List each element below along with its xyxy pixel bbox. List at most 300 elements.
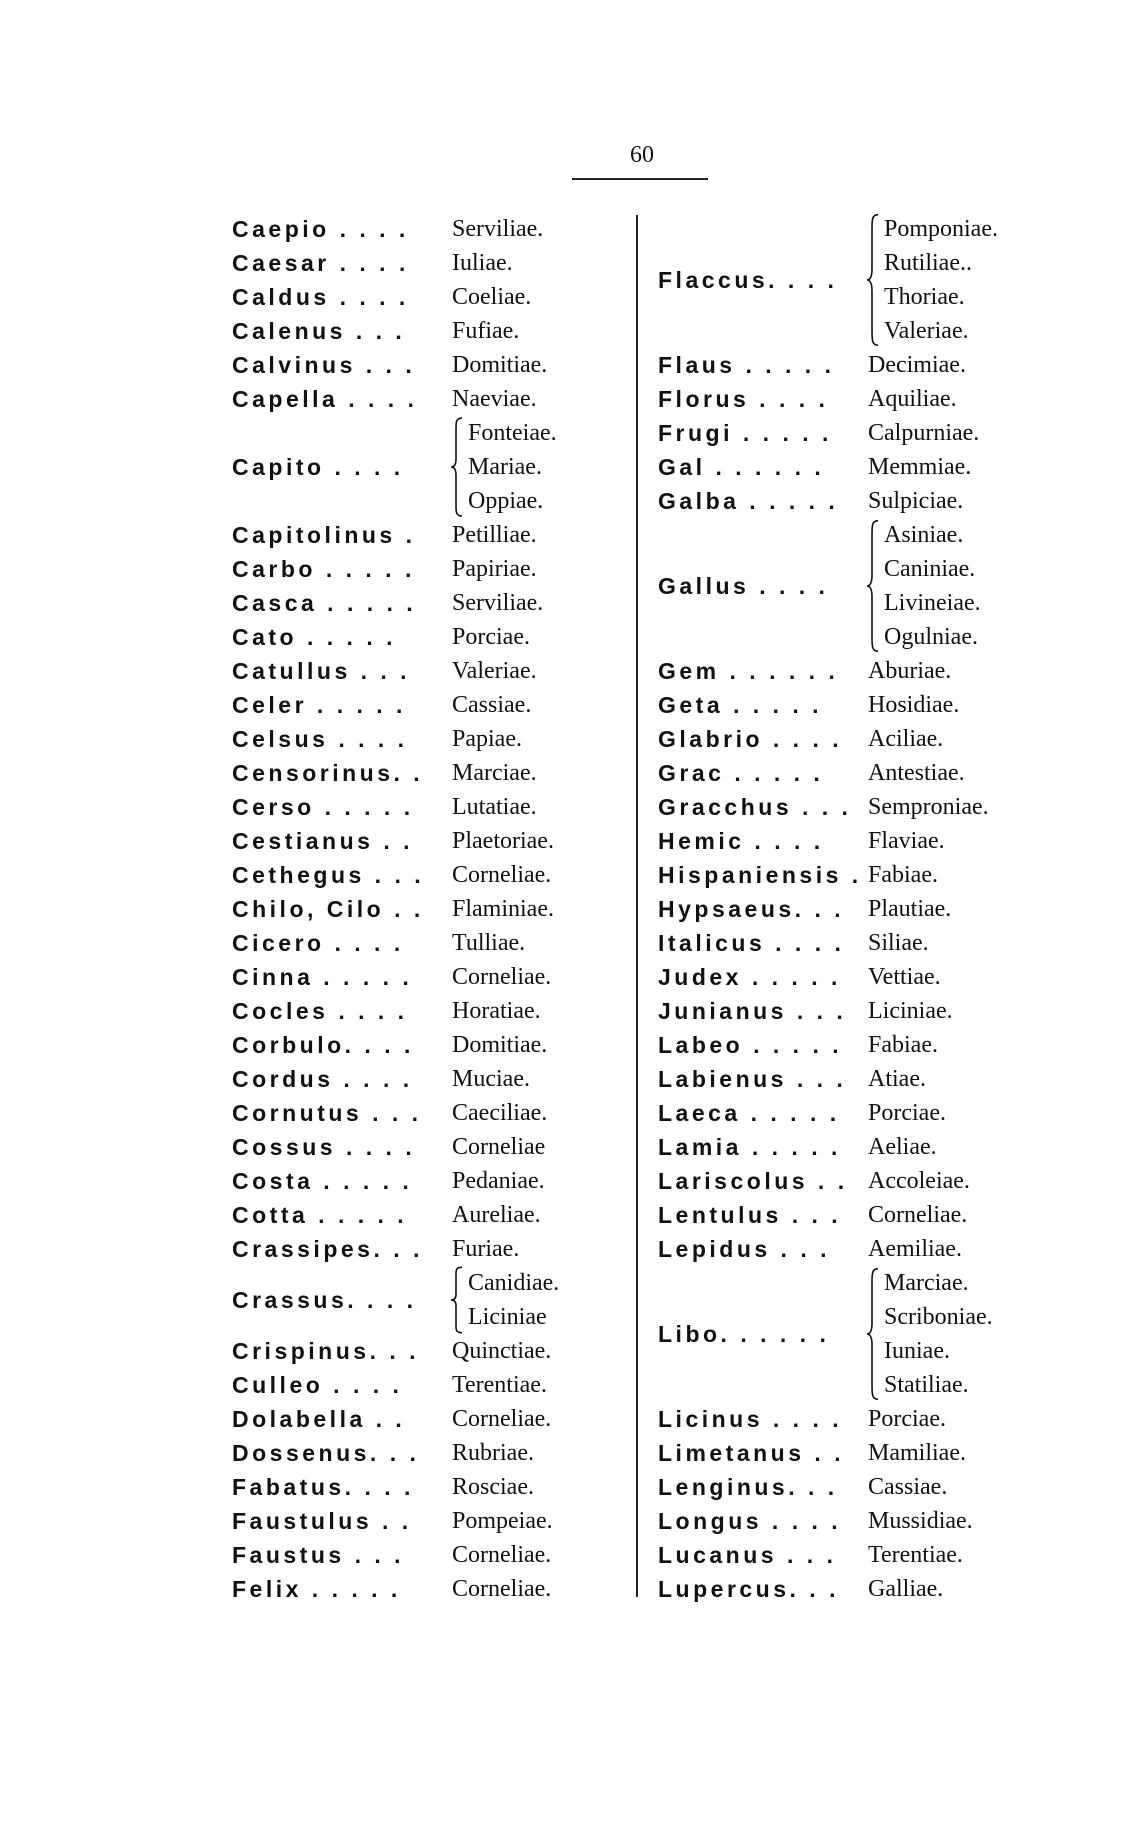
- index-entry: [232, 756, 559, 790]
- index-entry: [232, 1096, 559, 1130]
- cognomen: Cestianus . .: [232, 827, 413, 854]
- gens-name: Antestiae.: [868, 760, 965, 786]
- index-entry: [658, 756, 998, 790]
- cognomen: Italicus . . . .: [658, 929, 845, 956]
- cognomen: Galba . . . . .: [658, 487, 839, 514]
- cognomen: Celer . . . . .: [232, 691, 406, 718]
- gens-list: [868, 1232, 962, 1266]
- gens-name: Quinctiae.: [452, 1338, 552, 1364]
- gens-list: [452, 1130, 545, 1164]
- index-entry: [658, 1402, 998, 1436]
- gens-name: Papiae.: [452, 726, 522, 752]
- gens-name: Rutiliae..: [884, 250, 972, 276]
- index-entry: [658, 416, 998, 450]
- gens-name: Porciae.: [868, 1406, 946, 1432]
- gens-name: Corneliae.: [868, 1202, 968, 1228]
- gens-name: Serviliae.: [452, 590, 544, 616]
- gens-list: [868, 1130, 937, 1164]
- cognomen: Capitolinus .: [232, 521, 416, 548]
- gens-name: Marciae.: [884, 1270, 969, 1296]
- gens-name: Iuliae.: [452, 250, 513, 276]
- brace-mark: [866, 1266, 880, 1402]
- gens-list: [868, 382, 957, 416]
- gens-name: Livineiae.: [884, 590, 981, 616]
- gens-name: Terentiae.: [868, 1542, 963, 1568]
- gens-name: Lutatiae.: [452, 794, 537, 820]
- gens-name: Rubriae.: [452, 1440, 534, 1466]
- cognomen: Lenginus. . .: [658, 1473, 838, 1500]
- gens-name: Scriboniae.: [884, 1304, 993, 1330]
- index-entry: [658, 1232, 998, 1266]
- gens-name: Memmiae.: [868, 454, 972, 480]
- cognomen: Crassipes. . .: [232, 1235, 423, 1262]
- index-entry: [232, 1232, 559, 1266]
- gens-list: [868, 1538, 963, 1572]
- gens-list: [868, 348, 966, 382]
- gens-list: [868, 1028, 938, 1062]
- gens-list: [868, 1470, 947, 1504]
- index-entry: [232, 552, 559, 586]
- gens-name: Valeriae.: [884, 318, 969, 344]
- index-entry: [658, 960, 998, 994]
- gens-list: [452, 1164, 545, 1198]
- gens-name: Aciliae.: [868, 726, 944, 752]
- index-entry: [232, 1504, 559, 1538]
- index-entry: [232, 1368, 559, 1402]
- cognomen: Casca . . . . .: [232, 589, 417, 616]
- column-divider: [636, 215, 638, 1597]
- gens-list: [452, 586, 543, 620]
- cognomen: Libo. . . . . .: [658, 1320, 830, 1347]
- cognomen: Faustulus . .: [232, 1507, 412, 1534]
- index-entry: [658, 1198, 998, 1232]
- gens-name: Papiriae.: [452, 556, 537, 582]
- index-entry: [232, 994, 559, 1028]
- gens-name: Hosidiae.: [868, 692, 960, 718]
- index-entry: [232, 314, 559, 348]
- brace: [866, 1266, 880, 1402]
- gens-list: [868, 892, 951, 926]
- gens-name: Aburiae.: [868, 658, 952, 684]
- gens-name: Corneliae.: [452, 1576, 552, 1602]
- cognomen: Hemic . . . .: [658, 827, 824, 854]
- gens-list: [452, 518, 537, 552]
- gens-name: Caniniae.: [884, 556, 976, 582]
- cognomen: Cerso . . . . .: [232, 793, 414, 820]
- index-entry: [232, 1334, 559, 1368]
- index-entry: [658, 790, 998, 824]
- cognomen: Lariscolus . .: [658, 1167, 848, 1194]
- cognomen: Laeca . . . . .: [658, 1099, 840, 1126]
- gens-name: Serviliae.: [452, 216, 544, 242]
- cognomen: Cethegus . . .: [232, 861, 425, 888]
- gens-name: Marciae.: [452, 760, 537, 786]
- brace-mark: [866, 518, 880, 654]
- gens-list: [452, 790, 537, 824]
- cognomen: Gallus . . . .: [658, 572, 829, 599]
- index-entry: [232, 1062, 559, 1096]
- gens-list: [452, 1096, 547, 1130]
- gens-name: Tulliae.: [452, 930, 526, 956]
- cognomen: Calvinus . . .: [232, 351, 416, 378]
- gens-name: Mariae.: [468, 454, 542, 480]
- index-entry: [658, 1164, 998, 1198]
- index-entry: [232, 586, 559, 620]
- header-rule: [572, 178, 708, 180]
- index-entry: [232, 246, 559, 280]
- gens-name: Aureliae.: [452, 1202, 541, 1228]
- gens-list: [452, 1470, 534, 1504]
- index-entry: [232, 620, 559, 654]
- gens-list: [452, 348, 547, 382]
- cognomen: Cocles . . . .: [232, 997, 408, 1024]
- cognomen: Grac . . . . .: [658, 759, 824, 786]
- gens-list: [868, 994, 953, 1028]
- gens-name: Vettiae.: [868, 964, 941, 990]
- gens-list: [452, 1402, 551, 1436]
- gens-name: Liciniae.: [868, 998, 953, 1024]
- index-entry: [658, 688, 998, 722]
- gens-name: Plautiae.: [868, 896, 952, 922]
- gens-name: Plaetoriae.: [452, 828, 554, 854]
- gens-name: Liciniae: [468, 1304, 547, 1330]
- cognomen: Caesar . . . .: [232, 249, 409, 276]
- gens-list: [868, 1436, 966, 1470]
- index-entry: [232, 212, 559, 246]
- gens-list: [868, 1402, 946, 1436]
- cognomen: Cato . . . . .: [232, 623, 397, 650]
- cognomen: Capella . . . .: [232, 385, 418, 412]
- gens-name: Mussidiae.: [868, 1508, 973, 1534]
- cognomen: Calenus . . .: [232, 317, 406, 344]
- cognomen: Hispaniensis .: [658, 861, 862, 888]
- index-entry: [658, 824, 998, 858]
- index-entry: [232, 960, 559, 994]
- gens-name: Cassiae.: [452, 692, 532, 718]
- brace-mark: [450, 416, 464, 518]
- index-entry: [658, 1096, 998, 1130]
- gens-list: [452, 212, 543, 246]
- brace: [450, 1266, 464, 1334]
- gens-list: [452, 688, 531, 722]
- cognomen: Celsus . . . .: [232, 725, 408, 752]
- cognomen: Cotta . . . . .: [232, 1201, 408, 1228]
- index-entry: [232, 824, 559, 858]
- cognomen: Hypsaeus. . .: [658, 895, 845, 922]
- cognomen: Chilo, Cilo . .: [232, 895, 424, 922]
- cognomen: Gem . . . . . .: [658, 657, 839, 684]
- gens-name: Porciae.: [868, 1100, 946, 1126]
- gens-list: [868, 1504, 973, 1538]
- index-entry: [232, 1164, 559, 1198]
- gens-name: Porciae.: [452, 624, 530, 650]
- gens-list: [868, 688, 959, 722]
- index-entry: [232, 1402, 559, 1436]
- cognomen: Crispinus. . .: [232, 1337, 420, 1364]
- gens-name: Aemiliae.: [868, 1236, 962, 1262]
- gens-name: Domitiae.: [452, 352, 548, 378]
- gens-list: [868, 756, 965, 790]
- gens-name: Fonteiae.: [468, 420, 557, 446]
- gens-list: [452, 552, 537, 586]
- gens-name: Mamiliae.: [868, 1440, 966, 1466]
- index-entry: [658, 654, 998, 688]
- gens-name: Oppiae.: [468, 488, 544, 514]
- gens-name: Atiae.: [868, 1066, 926, 1092]
- gens-name: Iuniae.: [884, 1338, 950, 1364]
- cognomen: Faustus . . .: [232, 1541, 405, 1568]
- gens-name: Furiae.: [452, 1236, 520, 1262]
- gens-list: [868, 790, 989, 824]
- index-entry: [658, 348, 998, 382]
- gens-list: [868, 1164, 970, 1198]
- brace: [450, 416, 464, 518]
- gens-name: Rosciae.: [452, 1474, 534, 1500]
- gens-name: Corneliae: [452, 1134, 546, 1160]
- gens-list: [452, 620, 530, 654]
- gens-name: Semproniae.: [868, 794, 989, 820]
- index-entry: [232, 688, 559, 722]
- gens-list: [868, 1572, 943, 1606]
- gens-name: Valeriae.: [452, 658, 537, 684]
- right-column: [658, 212, 998, 1606]
- gens-list: [452, 280, 531, 314]
- index-entry: [658, 722, 998, 756]
- gens-name: Flaminiae.: [452, 896, 554, 922]
- gens-list: [868, 654, 951, 688]
- cognomen: Lepidus . . .: [658, 1235, 831, 1262]
- gens-name: Pompeiae.: [452, 1508, 553, 1534]
- gens-list: [868, 1062, 926, 1096]
- gens-list: [452, 314, 519, 348]
- gens-list: [868, 960, 941, 994]
- gens-list: [452, 1198, 541, 1232]
- index-entry: [232, 416, 559, 518]
- gens-name: Flaviae.: [868, 828, 945, 854]
- index-entry: [658, 1028, 998, 1062]
- gens-list: [452, 246, 513, 280]
- cognomen: Judex . . . . .: [658, 963, 841, 990]
- gens-name: Muciae.: [452, 1066, 530, 1092]
- index-entry: [232, 382, 559, 416]
- gens-list: [868, 824, 945, 858]
- gens-name: Galliae.: [868, 1576, 944, 1602]
- gens-list: [452, 722, 522, 756]
- gens-list: [452, 1538, 551, 1572]
- brace-mark: [866, 212, 880, 348]
- cognomen: Caldus . . . .: [232, 283, 409, 310]
- cognomen: Censorinus. .: [232, 759, 424, 786]
- index-entry: [232, 1130, 559, 1164]
- gens-name: Statiliae.: [884, 1372, 969, 1398]
- cognomen: Lentulus . . .: [658, 1201, 842, 1228]
- gens-name: Aquiliae.: [868, 386, 957, 412]
- gens-name: Canidiae.: [468, 1270, 560, 1296]
- cognomen: Geta . . . . .: [658, 691, 823, 718]
- gens-name: Corneliae.: [452, 1542, 552, 1568]
- cognomen: Frugi . . . . .: [658, 419, 832, 446]
- gens-list: [868, 416, 979, 450]
- gens-list: [452, 654, 537, 688]
- index-entry: [658, 1436, 998, 1470]
- gens-name: Pedaniae.: [452, 1168, 545, 1194]
- gens-list: [452, 994, 541, 1028]
- gens-list: [884, 518, 981, 654]
- gens-list: [452, 756, 537, 790]
- cognomen: Dossenus. . .: [232, 1439, 420, 1466]
- gens-name: Corneliae.: [452, 862, 552, 888]
- brace: [866, 518, 880, 654]
- index-entry: [658, 858, 998, 892]
- gens-name: Corneliae.: [452, 1406, 552, 1432]
- index-entry: [658, 1062, 998, 1096]
- cognomen: Glabrio . . . .: [658, 725, 843, 752]
- gens-name: Pomponiae.: [884, 216, 998, 242]
- gens-list: [452, 1028, 547, 1062]
- gens-name: Naeviae.: [452, 386, 537, 412]
- index-entry: [658, 1470, 998, 1504]
- index-entry: [232, 280, 559, 314]
- brace-mark: [450, 1266, 464, 1334]
- cognomen: Cicero . . . .: [232, 929, 404, 956]
- gens-name: Fabiae.: [868, 862, 938, 888]
- cognomen: Corbulo. . . .: [232, 1031, 414, 1058]
- cognomen: Florus . . . .: [658, 385, 829, 412]
- cognomen: Cornutus . . .: [232, 1099, 422, 1126]
- gens-list: [868, 858, 938, 892]
- gens-name: Coeliae.: [452, 284, 532, 310]
- index-entry: [658, 1538, 998, 1572]
- gens-list: [868, 1198, 967, 1232]
- gens-name: Thoriae.: [884, 284, 965, 310]
- gens-list: [868, 450, 971, 484]
- cognomen: Cinna . . . . .: [232, 963, 413, 990]
- cognomen: Flaus . . . . .: [658, 351, 835, 378]
- gens-name: Asiniae.: [884, 522, 964, 548]
- gens-list: [452, 858, 551, 892]
- gens-list: [452, 892, 554, 926]
- index-entry: [658, 994, 998, 1028]
- gens-list: [452, 1436, 534, 1470]
- cognomen: Lupercus. . .: [658, 1575, 839, 1602]
- index-entry: [658, 892, 998, 926]
- gens-name: Fabiae.: [868, 1032, 938, 1058]
- gens-list: [868, 722, 943, 756]
- cognomen: Gracchus . . .: [658, 793, 852, 820]
- cognomen: Gal . . . . . .: [658, 453, 825, 480]
- cognomen: Carbo . . . . .: [232, 555, 415, 582]
- gens-name: Calpurniae.: [868, 420, 980, 446]
- index-entry: [658, 450, 998, 484]
- cognomen: Labeo . . . . .: [658, 1031, 843, 1058]
- cognomen: Dolabella . .: [232, 1405, 406, 1432]
- gens-list: [868, 926, 929, 960]
- left-column: [232, 212, 559, 1606]
- gens-list: [884, 212, 998, 348]
- index-entry: [658, 1504, 998, 1538]
- cognomen: Longus . . . .: [658, 1507, 842, 1534]
- index-entry: [658, 1130, 998, 1164]
- gens-name: Caeciliae.: [452, 1100, 548, 1126]
- cognomen: Crassus. . . .: [232, 1286, 417, 1313]
- cognomen: Labienus . . .: [658, 1065, 847, 1092]
- index-entry: [658, 1266, 998, 1402]
- cognomen: Felix . . . . .: [232, 1575, 401, 1602]
- cognomen: Flaccus. . . .: [658, 266, 838, 293]
- gens-list: [452, 382, 537, 416]
- gens-list: [452, 1232, 519, 1266]
- index-entry: [232, 1572, 559, 1606]
- index-entry: [232, 348, 559, 382]
- index-entry: [658, 382, 998, 416]
- cognomen: Catullus . . .: [232, 657, 411, 684]
- index-entry: [232, 1538, 559, 1572]
- index-entry: [232, 926, 559, 960]
- cognomen: Costa . . . . .: [232, 1167, 413, 1194]
- gens-list: [452, 824, 554, 858]
- gens-name: Horatiae.: [452, 998, 541, 1024]
- index-entry: [232, 654, 559, 688]
- gens-name: Corneliae.: [452, 964, 552, 990]
- cognomen: Fabatus. . . .: [232, 1473, 414, 1500]
- cognomen: Capito . . . .: [232, 453, 404, 480]
- cognomen: Lamia . . . . .: [658, 1133, 841, 1160]
- gens-list: [452, 1062, 530, 1096]
- gens-name: Ogulniae.: [884, 624, 978, 650]
- gens-list: [868, 1096, 946, 1130]
- index-entry: [232, 722, 559, 756]
- gens-list: [452, 1572, 551, 1606]
- index-entry: [232, 858, 559, 892]
- cognomen: Junianus . . .: [658, 997, 847, 1024]
- gens-list: [452, 1334, 551, 1368]
- brace: [866, 212, 880, 348]
- cognomen: Cossus . . . .: [232, 1133, 416, 1160]
- cognomen: Licinus . . . .: [658, 1405, 843, 1432]
- index-entry: [232, 1198, 559, 1232]
- gens-list: [452, 926, 525, 960]
- page-number: 60: [630, 142, 654, 168]
- index-entry: [658, 926, 998, 960]
- index-entry: [232, 1436, 559, 1470]
- index-entry: [658, 1572, 998, 1606]
- index-entry: [232, 518, 559, 552]
- gens-list: [884, 1266, 993, 1402]
- gens-list: [452, 960, 551, 994]
- gens-name: Domitiae.: [452, 1032, 548, 1058]
- cognomen: Limetanus . .: [658, 1439, 845, 1466]
- gens-list: [452, 1504, 553, 1538]
- gens-list: [868, 484, 963, 518]
- index-entry: [232, 1266, 559, 1334]
- gens-name: Petilliae.: [452, 522, 537, 548]
- cognomen: Caepio . . . .: [232, 215, 409, 242]
- gens-list: [452, 1368, 547, 1402]
- index-entry: [658, 518, 998, 654]
- index-entry: [232, 1028, 559, 1062]
- index-entry: [232, 1470, 559, 1504]
- gens-name: Siliae.: [868, 930, 929, 956]
- index-entry: [658, 484, 998, 518]
- gens-name: Aeliae.: [868, 1134, 937, 1160]
- index-entry: [232, 790, 559, 824]
- gens-name: Accoleiae.: [868, 1168, 970, 1194]
- gens-name: Sulpiciae.: [868, 488, 964, 514]
- gens-list: [468, 416, 557, 518]
- cognomen: Cordus . . . .: [232, 1065, 413, 1092]
- gens-name: Fufiae.: [452, 318, 520, 344]
- index-entry: [232, 892, 559, 926]
